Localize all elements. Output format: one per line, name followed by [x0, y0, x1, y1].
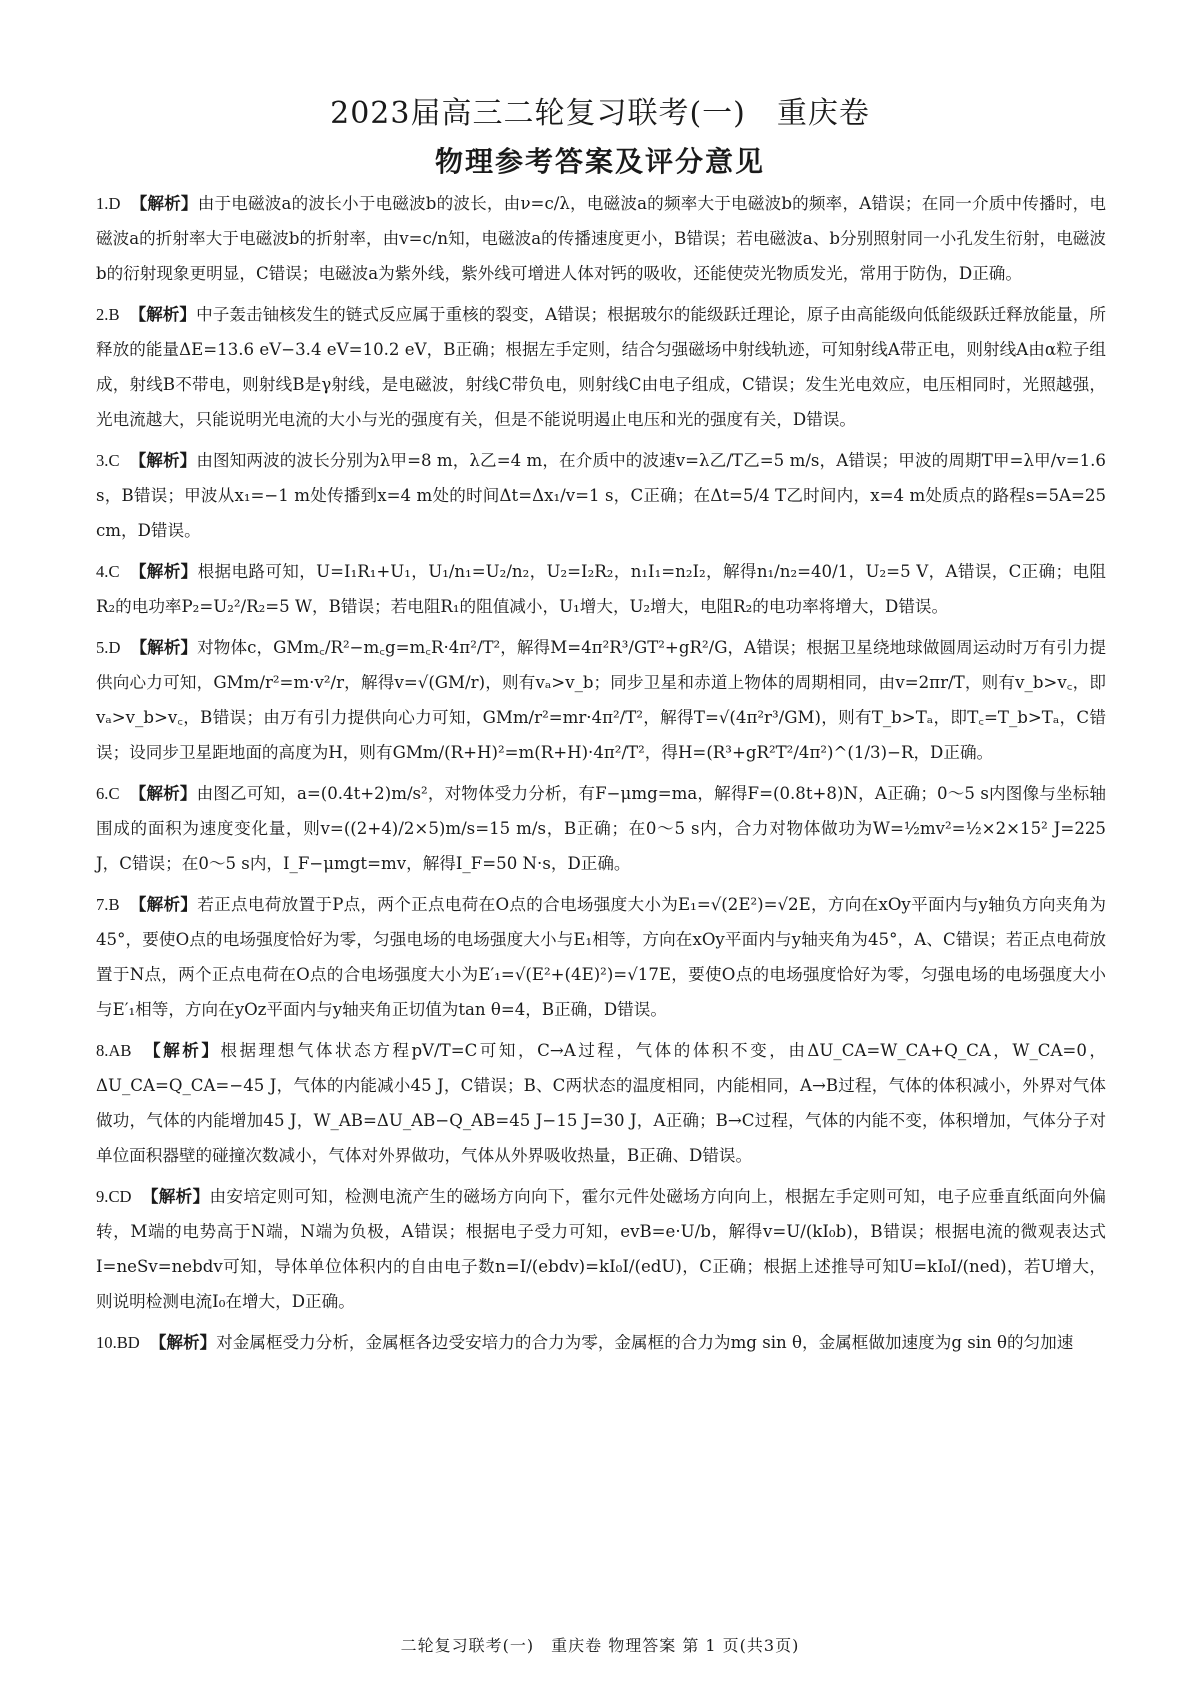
answer-text: 根据理想气体状态方程pV/T=C可知，C→A过程，气体的体积不变，由ΔU_CA=W_CA+Q_CA，W_CA=0，ΔU_CA=Q_CA=−45 J，气体的内能减小45 J，C错误；B、C两状态的温度相同，内能相同，A→B过程，气体的体积减小，外界对气体做功，气体的内能增加45 J，W_AB=ΔU_AB−Q_AB=45 J−15 J=30 J，A正确；B→C过程，气体的内能不变，体积增加，气体分子对单位面积器壁的碰撞次数减小，气体对外界做功，气体从外界吸收热量，B正确、D错误。 — [96, 1041, 1107, 1165]
analysis-tag: 【解析】 — [149, 1332, 217, 1352]
answer-text: 对金属框受力分析，金属框各边受安培力的合力为零，金属框的合力为mg sin θ，金属框做加速度为g sin θ的匀加速 — [216, 1333, 1074, 1352]
answer-number: 8.AB — [96, 1041, 132, 1060]
answer-text: 由图乙可知，a=(0.4t+2)m/s²，对物体受力分析，有F−μmg=ma，解得F=(0.8t+8)N，A正确；0～5 s内图像与坐标轴围成的面积为速度变化量，则v=((2+4)/2×5)m/s=15 m/s，B正确；在0～5 s内，合力对物体做功为W=½mv²=½×2×15² J=225 J，C错误；在0～5 s内，I_F−μmgt=mv，解得I_F=50 N·s，D正确。 — [96, 784, 1112, 873]
analysis-tag: 【解析】 — [130, 637, 198, 657]
answer-text: 由于电磁波a的波长小于电磁波b的波长，由ν=c/λ，电磁波a的频率大于电磁波b的频率，A错误；在同一介质中传播时，电磁波a的折射率大于电磁波b的折射率，由v=c/n知，电磁波a的传播速度更小，B错误；若电磁波a、b分别照射同一小孔发生衍射，电磁波b的衍射现象更明显，C错误；电磁波a为紫外线，紫外线可增进人体对钙的吸收，还能使荧光物质发光，常用于防伪，D正确。 — [96, 194, 1107, 283]
answer-number: 3.C — [96, 451, 120, 470]
answer-text: 根据电路可知，U=I₁R₁+U₁，U₁/n₁=U₂/n₂，U₂=I₂R₂，n₁I₁=n₂I₂，解得n₁/n₂=40/1，U₂=5 V，A错误，C正确；电阻R₂的电功率P₂=U₂²/R₂=5 W，B错误；若电阻R₁的阻值减小，U₁增大，U₂增大，电阻R₂的电功率将增大，D错误。 — [96, 562, 1107, 616]
page-subtitle: 物理参考答案及评分意见 — [434, 145, 765, 178]
analysis-tag: 【解析】 — [129, 561, 198, 581]
answers-body — [96, 186, 1112, 1366]
answer-number: 5.D — [96, 638, 121, 657]
answer-text: 对物体c，GMm꜀/R²−m꜀g=m꜀R·4π²/T²，解得M=4π²R³/GT²+gR²/G，A错误；根据卫星绕地球做圆周运动时万有引力提供向心力可知，GMm/r²=m·v²/r，解得v=√(GM/r)，则有vₐ>v_b；同步卫星和赤道上物体的周期相同，由v=2πr/T，则有v_b>v꜀，即vₐ>v_b>v꜀，B错误；由万有引力提供向心力可知，GMm/r²=mr·4π²/T²，解得T=√(4π²r³/GM)，则有T_b>Tₐ，即T꜀=T_b>Tₐ，C错误；设同步卫星距地面的高度为H，则有GMm/(R+H)²=m(R+H)·4π²/T²，得H=(R³+gR²T²/4π²)^(1/3)−R，D正确。 — [96, 638, 1106, 762]
analysis-tag: 【解析】 — [141, 1186, 210, 1206]
answer-item-9 — [96, 1179, 1106, 1319]
answer-number: 2.B — [96, 305, 120, 324]
answer-item-5 — [96, 630, 1106, 770]
answer-text: 由图知两波的波长分别为λ甲=8 m，λ乙=4 m，在介质中的波速v=λ乙/T乙=5 m/s，A错误；甲波的周期T甲=λ甲/v=1.6 s，B错误；甲波从x₁=−1 m处传播到x=4 m处的时间Δt=Δx₁/v=1 s，C正确；在Δt=5/4 T乙时间内，x=4 m处质点的路程s=5A=25 cm，D错误。 — [96, 451, 1112, 540]
answer-item-8 — [96, 1033, 1106, 1173]
answer-item-4 — [96, 554, 1106, 624]
answer-number: 10.BD — [96, 1333, 140, 1352]
answer-number: 6.C — [96, 784, 120, 803]
answer-text: 由安培定则可知，检测电流产生的磁场方向向下，霍尔元件处磁场方向向上，根据左手定则可知，电子应垂直纸面向外偏转，M端的电势高于N端，N端为负极，A错误；根据电子受力可知，evB=e·U/b，解得v=U/(kI₀b)，B错误；根据电流的微观表达式I=neSv=nebdv可知，导体单位体积内的自由电子数n=I/(ebdv)=kI₀I/(edU)，C正确；根据上述推导可知U=kI₀I/(ned)，若U增大，则说明检测电流I₀在增大，D正确。 — [96, 1187, 1107, 1311]
answer-item-3 — [96, 443, 1112, 548]
answer-item-7 — [96, 887, 1106, 1027]
page-footer: 二轮复习联考(一) 重庆卷 物理答案 第 1 页(共3页) — [400, 1636, 800, 1655]
answer-item-6 — [96, 776, 1112, 881]
answer-item-1 — [96, 186, 1106, 291]
analysis-tag: 【解析】 — [129, 450, 197, 470]
answer-number: 7.B — [96, 895, 120, 914]
analysis-tag: 【解析】 — [129, 304, 197, 324]
page-title: 2023届高三二轮复习联考(一) 重庆卷 — [330, 96, 870, 131]
answer-text: 中子轰击铀核发生的链式反应属于重核的裂变，A错误；根据玻尔的能级跃迁理论，原子由高能级向低能级跃迁释放能量，所释放的能量ΔE=13.6 eV−3.4 eV=10.2 eV，B正确；根据左手定则，结合匀强磁场中射线轨迹，可知射线A带正电，则射线A由α粒子组成，射线B不带电，则射线B是γ射线，是电磁波，射线C带负电，则射线C由电子组成，C错误；发生光电效应，电压相同时，光照越强，光电流越大，只能说明光电流的大小与光的强度有关，但是不能说明遏止电压和光的强度有关，D错误。 — [96, 305, 1107, 429]
analysis-tag: 【解析】 — [129, 894, 198, 914]
analysis-tag: 【解析】 — [129, 783, 197, 803]
analysis-tag: 【解析】 — [130, 193, 198, 213]
answer-item-2 — [96, 297, 1106, 437]
answer-item-10 — [96, 1325, 1106, 1360]
answer-number: 1.D — [96, 194, 121, 213]
analysis-tag: 【解析】 — [141, 1040, 221, 1060]
answer-number: 9.CD — [96, 1187, 132, 1206]
answer-number: 4.C — [96, 562, 120, 581]
answer-text: 若正点电荷放置于P点，两个正点电荷在O点的合电场强度大小为E₁=√(2E²)=√2E，方向在xOy平面内与y轴负方向夹角为45°，要使O点的电场强度恰好为零，匀强电场的电场强度大小与E₁相等，方向在xOy平面内与y轴夹角为45°，A、C错误；若正点电荷放置于N点，两个正点电荷在O点的合电场强度大小为E′₁=√(E²+(4E)²)=√17E，要使O点的电场强度恰好为零，匀强电场的电场强度大小与E′₁相等，方向在yOz平面内与y轴夹角正切值为tan θ=4，B正确，D错误。 — [96, 895, 1107, 1019]
